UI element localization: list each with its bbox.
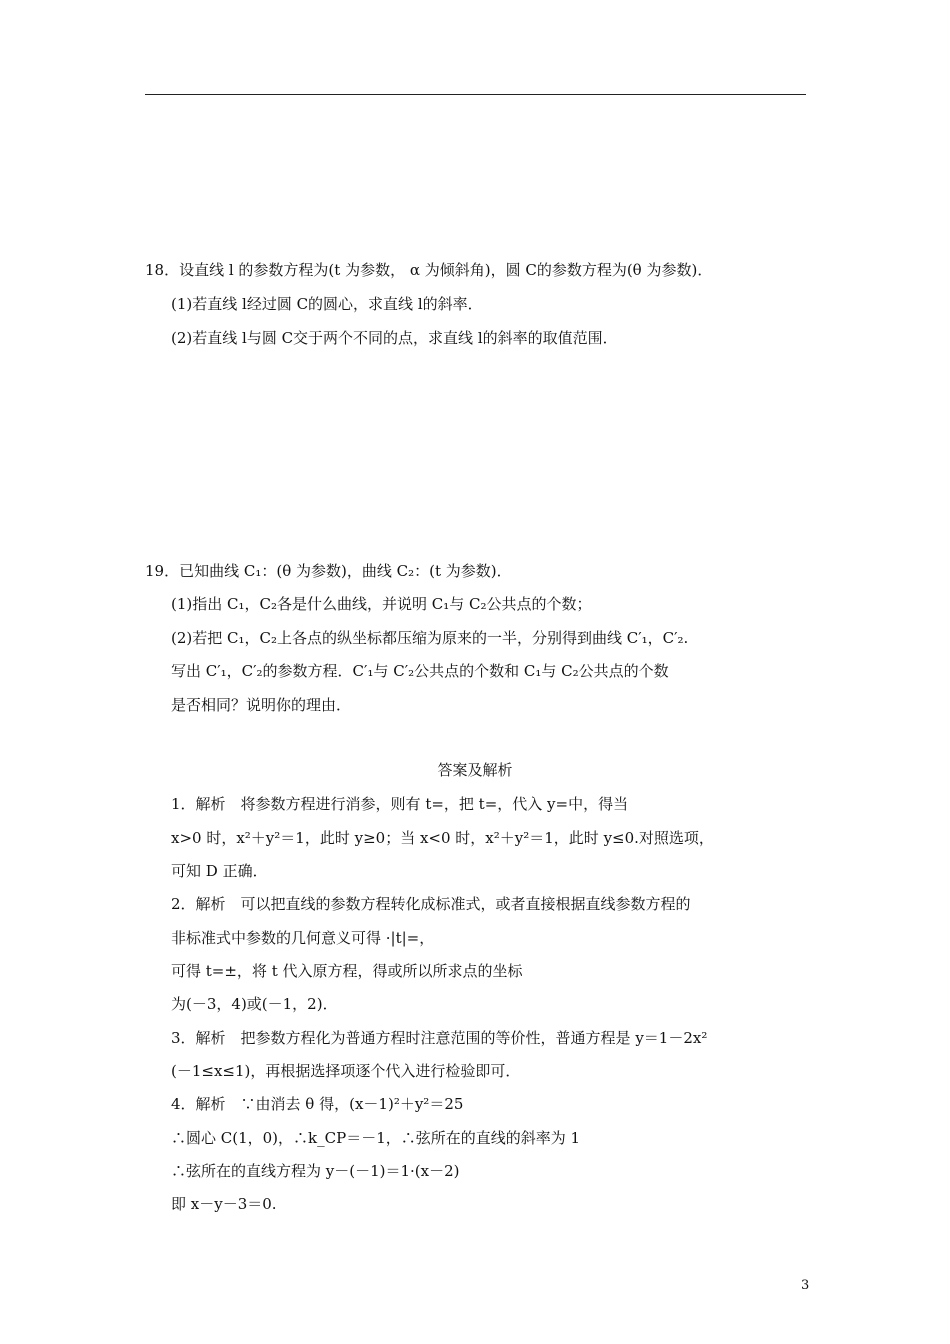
problem-19-part-2-line-2: 写出 C′₁，C′₂的参数方程．C′₁与 C′₂公共点的个数和 C₁与 C₂公共点的个数 [171,662,669,680]
problem-18-part-2: (2)若直线 l与圆 C交于两个不同的点，求直线 l的斜率的取值范围． [171,329,618,347]
problem-19-part-2-line-1: (2)若把 C₁，C₂上各点的纵坐标都压缩为原来的一半，分别得到曲线 C′₁，C′₂. [171,629,689,647]
problem-18-stem: 18．设直线 l 的参数方程为(t 为参数， α 为倾斜角)，圆 C的参数方程为(θ 为参数)． [145,261,713,279]
answers-heading: 答案及解析 [437,761,513,779]
answer-2-line-1: 2．解析 可以把直线的参数方程转化成标准式，或者直接根据直线参数方程的 [171,895,691,913]
answer-3-line-1: 3．解析 把参数方程化为普通方程时注意范围的等价性，普通方程是 y＝1－2x² [171,1029,708,1047]
answer-4-line-4: 即 x－y－3＝0. [171,1195,277,1213]
page-number: 3 [801,1278,810,1293]
answer-4-line-3: ∴弦所在的直线方程为 y－(－1)＝1·(x－2) [171,1162,460,1180]
answer-1-line-3: 可知 D 正确． [171,862,268,880]
answer-1-line-2: x>0 时，x²＋y²＝1，此时 y≥0；当 x<0 时，x²＋y²＝1，此时 y≤0.对照选项， [171,829,714,847]
answer-2-line-2: 非标准式中参数的几何意义可得 ·|t|=， [171,929,435,947]
answer-3-line-2: (－1≤x≤1)，再根据选择项逐个代入进行检验即可． [171,1062,521,1080]
problem-19-stem: 19．已知曲线 C₁：(θ 为参数)，曲线 C₂：(t 为参数)． [145,562,512,580]
problem-19-part-1: (1)指出 C₁，C₂各是什么曲线，并说明 C₁与 C₂公共点的个数； [171,595,592,613]
answer-2-line-4: 为(－3，4)或(－1，2)． [171,995,338,1013]
header-rule [145,94,806,95]
answer-4-line-1: 4．解析 ∵由消去 θ 得，(x－1)²＋y²＝25 [171,1095,464,1113]
problem-18-part-1: (1)若直线 l经过圆 C的圆心，求直线 l的斜率． [171,295,483,313]
answer-1-line-1: 1．解析 将参数方程进行消参，则有 t=，把 t=，代入 y=中，得当 [171,795,629,813]
answer-4-line-2: ∴圆心 C(1，0)，∴k_CP＝－1，∴弦所在的直线的斜率为 1 [171,1129,581,1147]
problem-19-part-2-line-3: 是否相同？说明你的理由． [171,696,352,714]
answer-2-line-3: 可得 t=±，将 t 代入原方程，得或所以所求点的坐标 [171,962,523,980]
